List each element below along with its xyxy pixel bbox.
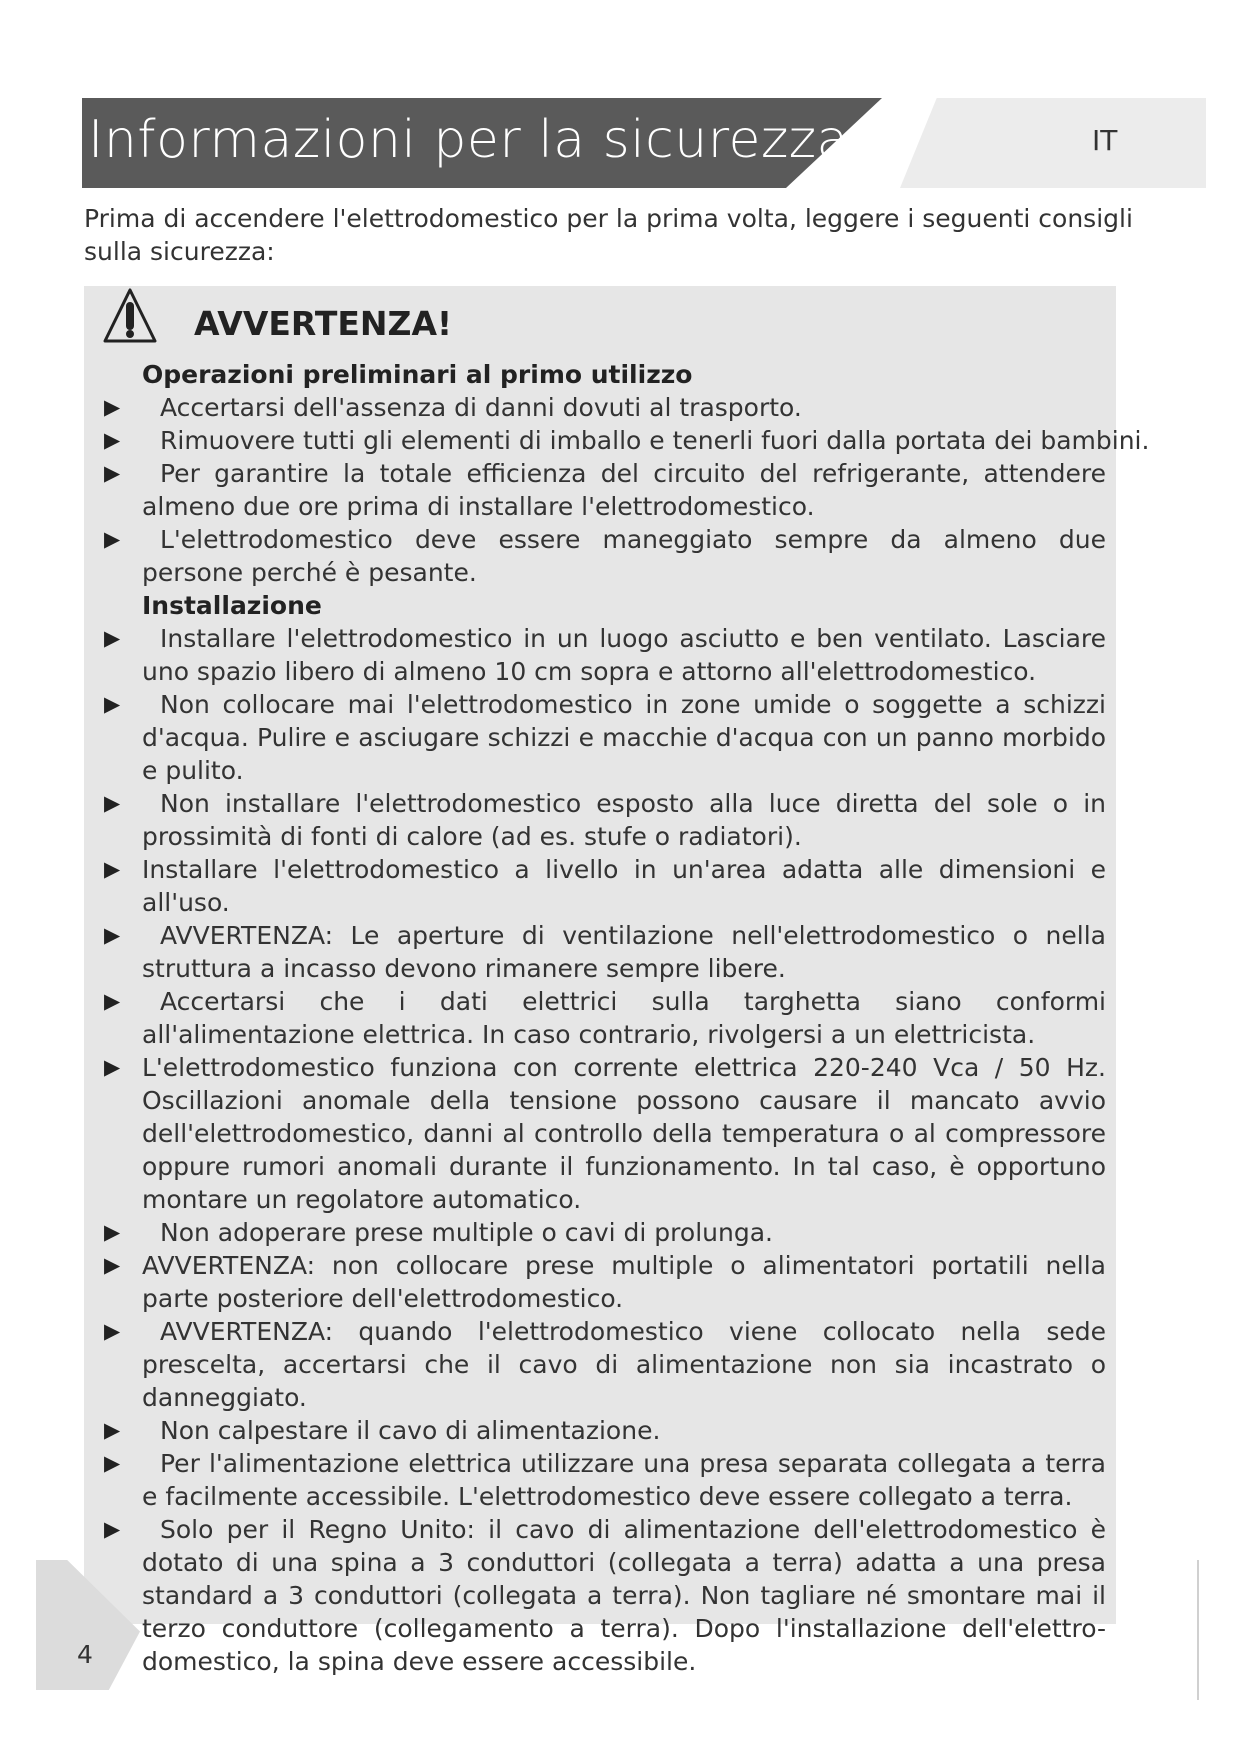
bullet-icon: ▶ — [104, 857, 121, 881]
bullet-icon: ▶ — [104, 1517, 121, 1541]
list-item: ▶ AVVERTENZA: non collocare prese multiple o alimentatori portatili nella parte posteriore dell'elettrodomestico. — [104, 1251, 1106, 1313]
bullet-icon: ▶ — [104, 428, 121, 452]
list-item: ▶ Installare l'elettrodomestico in un luogo asciutto e ben ventilato. Lasciare uno spazio libero di almeno 10 cm sopra e attorno all'elettrodomestico. — [104, 624, 1106, 686]
warning-triangle-icon — [102, 286, 158, 346]
language-code: IT — [1092, 124, 1118, 157]
language-tab — [900, 98, 1206, 188]
list-item: ▶ Accertarsi che i dati elettrici sulla targhetta siano conformi all'alimentazione elettrica. In caso contrario, rivolgersi a un elettricista. — [104, 987, 1106, 1049]
list-item: ▶ Solo per il Regno Unito: il cavo di alimentazione dell'elettrodomestico è dotato di una spina a 3 conduttori (collegata a terra) adatta a una presa standard a 3 conduttori (collegata a terra). Non tagliare né smontare mai il terzo conduttore (collegamento a terra). Dopo l'installazione dell'elettro-domestico, la spina deve essere accessibile. — [104, 1515, 1106, 1676]
section-heading: Operazioni preliminari al primo utilizzo — [142, 360, 693, 389]
warning-box — [84, 286, 1150, 1676]
bullet-icon: ▶ — [104, 989, 121, 1013]
page-number: 4 — [77, 1640, 93, 1669]
list-item: ▶ Per l'alimentazione elettrica utilizzare una presa separata collegata a terra e facilmente accessibile. L'elettrodomestico deve essere collegato a terra. — [104, 1449, 1106, 1511]
list-item: ▶ Accertarsi dell'assenza di danni dovuti al trasporto. — [104, 393, 802, 422]
list-item: ▶ Per garantire la totale efficienza del circuito del refrigerante, attendere almeno due ore prima di installare l'elettrodomestico. — [104, 459, 1106, 521]
list-item: ▶ L'elettrodomestico funziona con corrente elettrica 220-240 Vca / 50 Hz. Oscillazioni anomale della tensione possono causare il mancato avvio dell'elettrodomestico, danni al controllo della temperatura o al compressore oppure rumori anomali durante il funzionamento. In tal caso, è opportuno montare un regolatore automatico. — [104, 1053, 1106, 1214]
warning-title: AVVERTENZA! — [194, 304, 453, 343]
list-item: ▶ Installare l'elettrodomestico a livello in un'area adatta alle dimensioni e all'uso. — [104, 855, 1106, 917]
bullet-icon: ▶ — [104, 395, 121, 419]
bullet-icon: ▶ — [104, 1418, 121, 1442]
bullet-icon: ▶ — [104, 626, 121, 650]
right-edge-rule — [1197, 1560, 1199, 1700]
list-item: ▶ AVVERTENZA: quando l'elettrodomestico viene collocato nella sede prescelta, accertarsi che il cavo di alimentazione non sia incastrato o danneggiato. — [104, 1317, 1106, 1412]
bullet-icon: ▶ — [104, 1253, 121, 1277]
intro-text: Prima di accendere l'elettrodomestico per la prima volta, leggere i seguenti consigli sulla sicurezza: — [84, 204, 1133, 266]
list-item: ▶ AVVERTENZA: Le aperture di ventilazione nell'elettrodomestico o nella struttura a incasso devono rimanere sempre libere. — [104, 921, 1106, 983]
page-title: Informazioni per la sicurezza — [88, 110, 849, 170]
bullet-icon: ▶ — [104, 1220, 121, 1244]
warning-header — [102, 286, 702, 356]
list-item: ▶ L'elettrodomestico deve essere maneggiato sempre da almeno due persone perché è pesante. — [104, 525, 1106, 587]
section-heading: Installazione — [142, 591, 322, 620]
list-item: ▶ Non installare l'elettrodomestico esposto alla luce diretta del sole o in prossimità di fonti di calore (ad es. stufe o radiatori). — [104, 789, 1106, 851]
bullet-icon: ▶ — [104, 461, 121, 485]
list-item: ▶ Non adoperare prese multiple o cavi di prolunga. — [104, 1218, 773, 1247]
list-item: ▶ Rimuovere tutti gli elementi di imballo e tenerli fuori dalla portata dei bambini. — [104, 426, 1150, 455]
bullet-icon: ▶ — [104, 527, 121, 551]
bullet-icon: ▶ — [104, 1451, 121, 1475]
bullet-icon: ▶ — [104, 1319, 121, 1343]
list-item: ▶ Non calpestare il cavo di alimentazione. — [104, 1416, 661, 1445]
bullet-icon: ▶ — [104, 1055, 121, 1079]
list-item: ▶ Non collocare mai l'elettrodomestico in zone umide o soggette a schizzi d'acqua. Pulire e asciugare schizzi e macchie d'acqua con un panno morbido e pulito. — [104, 690, 1106, 785]
warning-content — [84, 358, 1150, 1678]
bullet-icon: ▶ — [104, 923, 121, 947]
bullet-icon: ▶ — [104, 692, 121, 716]
bullet-icon: ▶ — [104, 791, 121, 815]
